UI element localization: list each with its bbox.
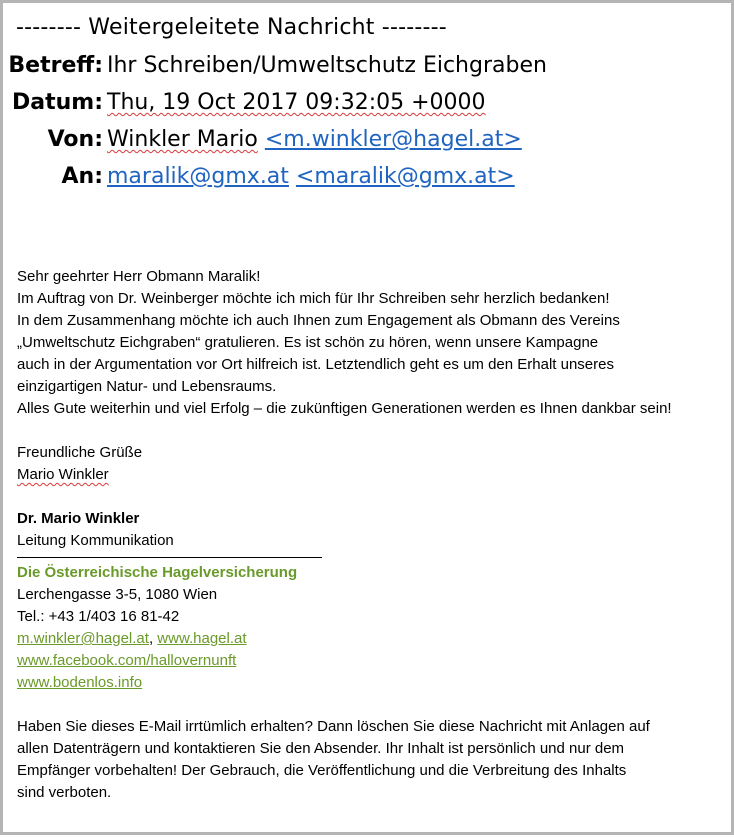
signature-address: Lerchengasse 3-5, 1080 Wien	[17, 586, 218, 603]
link-separator: ,	[148, 630, 158, 647]
to-name-link[interactable]: maralik@gmx.at	[107, 164, 289, 189]
signature-name: Dr. Mario Winkler	[17, 510, 140, 527]
disclaimer	[17, 716, 727, 804]
to-label: An:	[61, 164, 103, 189]
body-line: In dem Zusammenhang möchte ich auch Ihnen zum Engagement als Obmann des Vereins	[17, 312, 620, 329]
closing-name: Mario Winkler	[17, 466, 109, 483]
facebook-row	[17, 650, 727, 672]
signature-phone: Tel.: +43 1/403 16 81-42	[17, 608, 180, 625]
subject-label: Betreff:	[8, 53, 103, 78]
disclaimer-line: Haben Sie dieses E-Mail irrtümlich erhalten? Dann löschen Sie diese Nachricht mit Anlagen auf	[17, 718, 650, 735]
message-body	[17, 266, 727, 804]
forward-separator: -------- Weitergeleitete Nachricht --------	[16, 15, 447, 40]
to-email-link[interactable]: <maralik@gmx.at>	[295, 164, 515, 189]
facebook-link[interactable]: www.facebook.com/hallovernunft	[17, 652, 237, 669]
body-line: einzigartigen Natur- und Lebensraums.	[17, 378, 277, 395]
signature-email-link[interactable]: m.winkler@hagel.at	[17, 630, 149, 647]
signature-divider	[17, 557, 322, 558]
from-email-link[interactable]: <m.winkler@hagel.at>	[264, 127, 522, 152]
from-name: Winkler Mario	[107, 127, 258, 152]
closing: Freundliche Grüße	[17, 444, 143, 461]
date-label: Datum:	[11, 90, 103, 115]
signature-links-row	[17, 628, 727, 650]
body-line: Im Auftrag von Dr. Weinberger möchte ich mich für Ihr Schreiben sehr herzlich bedanken!	[17, 290, 610, 307]
disclaimer-line: allen Datenträgern und kontaktieren Sie den Absender. Ihr Inhalt ist persönlich und nur dem	[17, 740, 625, 757]
signature-title: Leitung Kommunikation	[17, 532, 174, 549]
disclaimer-line: Empfänger vorbehalten! Der Gebrauch, die Veröffentlichung und die Verbreitung des Inhalts	[17, 762, 627, 779]
disclaimer-line: sind verboten.	[17, 784, 112, 801]
bodenlos-row	[17, 672, 727, 694]
to-value	[107, 162, 515, 192]
salutation: Sehr geehrter Herr Obmann Maralik!	[17, 268, 261, 285]
body-line: Alles Gute weiterhin und viel Erfolg – die zukünftigen Generationen werden es Ihnen dankbar sein!	[17, 400, 672, 417]
body-line: auch in der Argumentation vor Ort hilfreich ist. Letztendlich geht es um den Erhalt unseres	[17, 356, 614, 373]
from-value	[107, 125, 522, 155]
signature-website-link[interactable]: www.hagel.at	[157, 630, 247, 647]
bodenlos-link[interactable]: www.bodenlos.info	[17, 674, 143, 691]
from-label: Von:	[47, 127, 103, 152]
signature-block	[17, 508, 727, 694]
signature-company: Die Österreichische Hagelversicherung	[17, 564, 298, 581]
subject-value: Ihr Schreiben/Umweltschutz Eichgraben	[107, 53, 547, 78]
body-line: „Umweltschutz Eichgraben“ gratulieren. Es ist schön zu hören, wenn unsere Kampagne	[17, 334, 599, 351]
date-value: Thu, 19 Oct 2017 09:32:05 +0000	[107, 90, 486, 115]
